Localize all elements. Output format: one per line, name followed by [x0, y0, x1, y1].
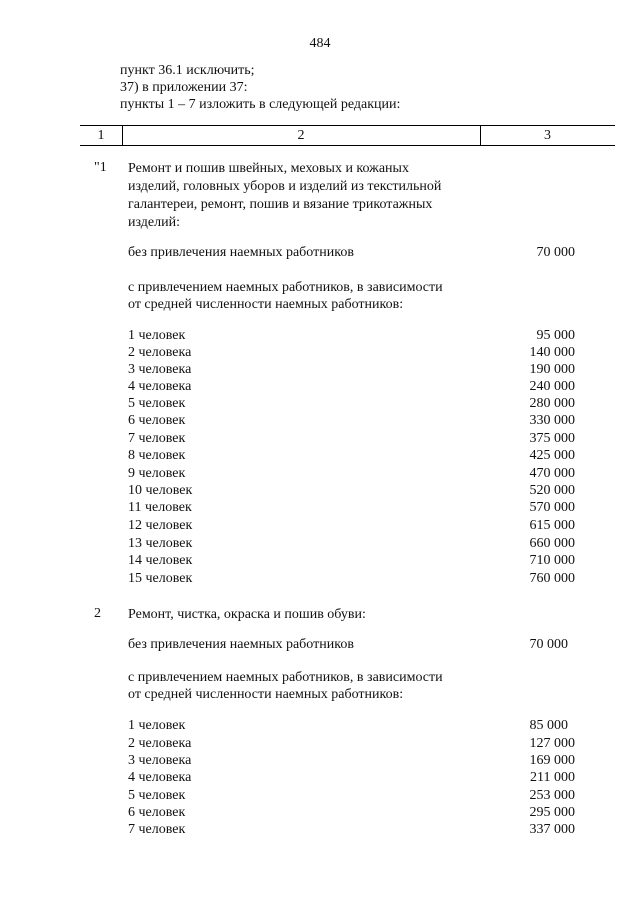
rate-value: 330 000: [529, 413, 575, 428]
without-employees-row: [128, 245, 575, 262]
header-top-rule: [80, 125, 615, 126]
table-row: [128, 536, 575, 553]
with-employees-line: от средней численности наемных работников:: [128, 687, 404, 702]
employee-count-label: 1 человек: [128, 718, 186, 733]
employee-count-label: 6 человек: [128, 413, 186, 428]
employee-count-label: 3 человека: [128, 362, 192, 377]
intro-line: пункт 36.1 исключить;: [120, 63, 255, 78]
employee-count-label: 10 человек: [128, 483, 193, 498]
column-header-3: 3: [544, 128, 551, 143]
table-row: [128, 788, 575, 805]
employee-count-label: 4 человека: [128, 770, 192, 785]
intro-line: 37) в приложении 37:: [120, 80, 248, 95]
rate-value: 253 000: [529, 788, 575, 803]
item-number: "1: [94, 160, 107, 175]
employee-count-label: 5 человек: [128, 396, 186, 411]
item-number: 2: [94, 606, 101, 621]
employee-count-label: 7 человек: [128, 431, 186, 446]
employee-count-label: 2 человека: [128, 736, 192, 751]
table-row: [128, 822, 575, 839]
with-employees-line: от средней численности наемных работников:: [128, 297, 404, 312]
column-header-2: 2: [297, 128, 305, 143]
employee-count-label: 9 человек: [128, 466, 186, 481]
table-row: [128, 396, 575, 413]
intro-text: [120, 62, 400, 113]
table-row: [128, 379, 575, 396]
rate-value: 470 000: [529, 466, 575, 481]
rate-value: 211 000: [530, 770, 575, 785]
item-title-line: Ремонт, чистка, окраска и пошив обуви:: [128, 607, 366, 622]
item-title-line: изделий, головных уборов и изделий из текстильной: [128, 179, 442, 194]
with-employees-line: с привлечением наемных работников, в зависимости: [128, 280, 443, 295]
rate-value: 337 000: [529, 822, 575, 837]
rate-value: 190 000: [529, 362, 575, 377]
table-row: [128, 753, 575, 770]
without-employees-label: без привлечения наемных работников: [128, 245, 354, 260]
table-row: [128, 362, 575, 379]
employee-count-label: 11 человек: [128, 500, 192, 515]
table-row: [128, 805, 575, 822]
employee-count-label: 4 человека: [128, 379, 192, 394]
table-row: [128, 571, 575, 588]
item-title: [128, 606, 366, 624]
table-row: [128, 500, 575, 517]
item-title-line: галантереи, ремонт, пошив и вязание трикотажных: [128, 197, 433, 212]
table-row: [128, 770, 575, 787]
table-row: [128, 431, 575, 448]
rate-value: 660 000: [529, 536, 575, 551]
employee-count-label: 5 человек: [128, 788, 186, 803]
table-row: [128, 328, 575, 345]
table-row: [128, 466, 575, 483]
rate-value: 95 000: [536, 328, 575, 343]
header-bottom-rule: [80, 145, 615, 146]
table-row: [128, 413, 575, 430]
without-employees-row: [128, 637, 575, 654]
employee-count-label: 14 человек: [128, 553, 193, 568]
table-row: [128, 483, 575, 500]
employee-count-label: 1 человек: [128, 328, 186, 343]
with-employees-line: с привлечением наемных работников, в зависимости: [128, 670, 443, 685]
without-employees-label: без привлечения наемных работников: [128, 637, 354, 652]
rate-value: 520 000: [529, 483, 575, 498]
rate-value: 615 000: [529, 518, 575, 533]
with-employees-text: [128, 279, 443, 313]
table-row: [128, 345, 575, 362]
column-header-1: 1: [97, 128, 105, 143]
with-employees-text: [128, 669, 443, 703]
employee-count-label: 3 человека: [128, 753, 192, 768]
rate-value: 140 000: [529, 345, 575, 360]
rate-value: 295 000: [529, 805, 575, 820]
intro-line: пункты 1 – 7 изложить в следующей редакции:: [120, 97, 401, 112]
rate-value: 760 000: [529, 571, 575, 586]
without-employees-value: 70 000: [529, 637, 568, 652]
rate-value: 127 000: [529, 736, 575, 751]
rate-value: 425 000: [529, 448, 575, 463]
employee-count-label: 13 человек: [128, 536, 193, 551]
table-row: [128, 736, 575, 753]
without-employees-value: 70 000: [536, 245, 575, 260]
employee-count-label: 6 человек: [128, 805, 186, 820]
table-row: [128, 448, 575, 465]
employee-count-label: 15 человек: [128, 571, 193, 586]
item-title-line: изделий:: [128, 215, 180, 230]
item-title: [128, 160, 441, 232]
rate-value: 710 000: [529, 553, 575, 568]
table-row: [128, 553, 575, 570]
rate-value: 570 000: [529, 500, 575, 515]
rate-value: 240 000: [529, 379, 575, 394]
table-row: [128, 518, 575, 535]
rate-value: 375 000: [529, 431, 575, 446]
item-title-line: Ремонт и пошив швейных, меховых и кожаных: [128, 161, 409, 176]
employee-count-label: 8 человек: [128, 448, 186, 463]
table-row: [128, 718, 575, 735]
rate-value: 85 000: [529, 718, 568, 733]
page-number: 484: [309, 36, 331, 51]
employee-count-label: 12 человек: [128, 518, 193, 533]
rate-value: 280 000: [529, 396, 575, 411]
rate-value: 169 000: [529, 753, 575, 768]
employee-count-label: 2 человека: [128, 345, 192, 360]
employee-count-label: 7 человек: [128, 822, 186, 837]
